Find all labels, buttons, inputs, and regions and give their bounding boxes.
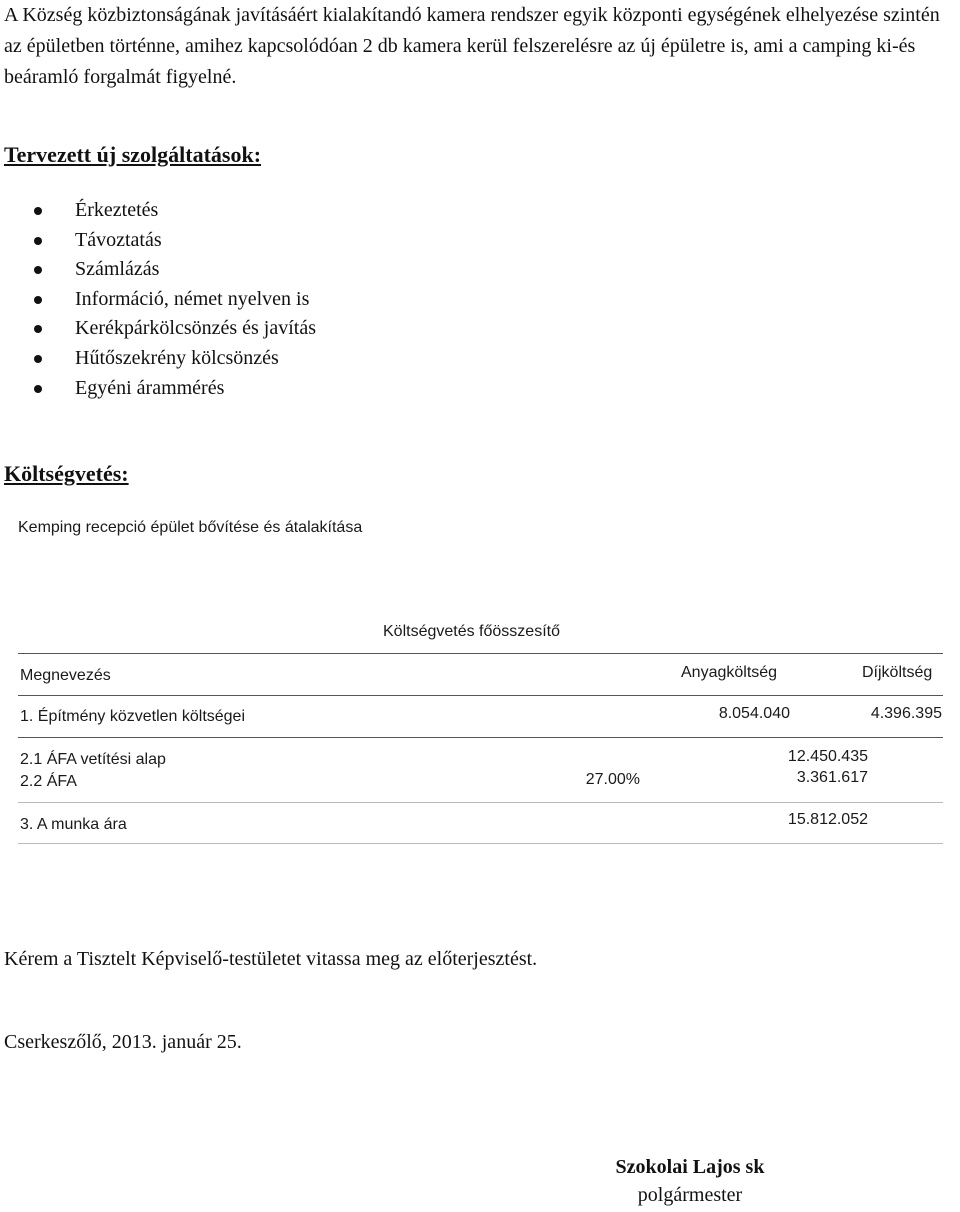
row-label: 2.1 ÁFA vetítési alap	[20, 751, 166, 768]
signer-name: Szokolai Lajos sk	[615, 1156, 765, 1178]
bullet-icon	[34, 385, 42, 393]
place-date: Cserkeszőlő, 2013. január 25.	[4, 1031, 242, 1053]
row-value: 15.812.052	[787, 811, 868, 828]
bullet-icon	[34, 237, 42, 245]
bullet-icon	[34, 296, 42, 304]
bullet-icon	[34, 355, 42, 363]
list-item: Egyéni árammérés	[0, 374, 316, 404]
list-item: Számlázás	[0, 255, 316, 285]
divider	[18, 653, 943, 654]
row-fee: 4.396.395	[870, 705, 942, 722]
list-item: Kerékpárkölcsönzés és javítás	[0, 314, 316, 344]
budget-heading: Költségvetés:	[4, 461, 129, 486]
summary-title: Költségvetés főösszesítő	[383, 623, 560, 640]
list-item: Érkeztetés	[0, 196, 316, 226]
row-material: 8.054.040	[718, 705, 790, 722]
row-label: 2.2 ÁFA	[20, 773, 77, 790]
signer-title: polgármester	[637, 1184, 743, 1206]
column-header-fee: Díjköltség	[862, 664, 933, 681]
project-title: Kemping recepció épület bővítése és átalakítása	[18, 519, 363, 536]
list-item: Távoztatás	[0, 226, 316, 256]
list-item: Hűtőszekrény kölcsönzés	[0, 344, 316, 374]
services-list	[0, 196, 316, 403]
row-label: 3. A munka ára	[20, 816, 127, 833]
row-value: 3.361.617	[796, 769, 868, 786]
budget-scan-image	[0, 505, 960, 885]
services-heading: Tervezett új szolgáltatások:	[4, 142, 262, 167]
divider	[18, 737, 943, 738]
bullet-icon	[34, 266, 42, 274]
column-header-material: Anyagköltség	[681, 664, 778, 681]
bullet-icon	[34, 207, 42, 215]
row-value: 12.450.435	[787, 748, 868, 765]
bullet-icon	[34, 325, 42, 333]
list-item: Információ, német nyelven is	[0, 285, 316, 315]
divider	[18, 843, 943, 844]
intro-paragraph: A Község közbiztonságának javításáért kialakítandó kamera rendszer egyik központi egységének elhelyezése szintén az épületben történne, amihez kapcsolódóan 2 db kamera kerül felszerelésre az új épületre is, ami a camping ki-és beáramló forgalmát figyelné.	[4, 4, 940, 88]
row-rate: 27.00%	[585, 771, 640, 788]
row-label: 1. Építmény közvetlen költségei	[20, 708, 246, 725]
column-header-name: Megnevezés	[20, 667, 111, 684]
closing-request: Kérem a Tisztelt Képviselő-testületet vitassa meg az előterjesztést.	[4, 948, 538, 970]
divider	[18, 695, 943, 696]
divider	[18, 802, 943, 803]
